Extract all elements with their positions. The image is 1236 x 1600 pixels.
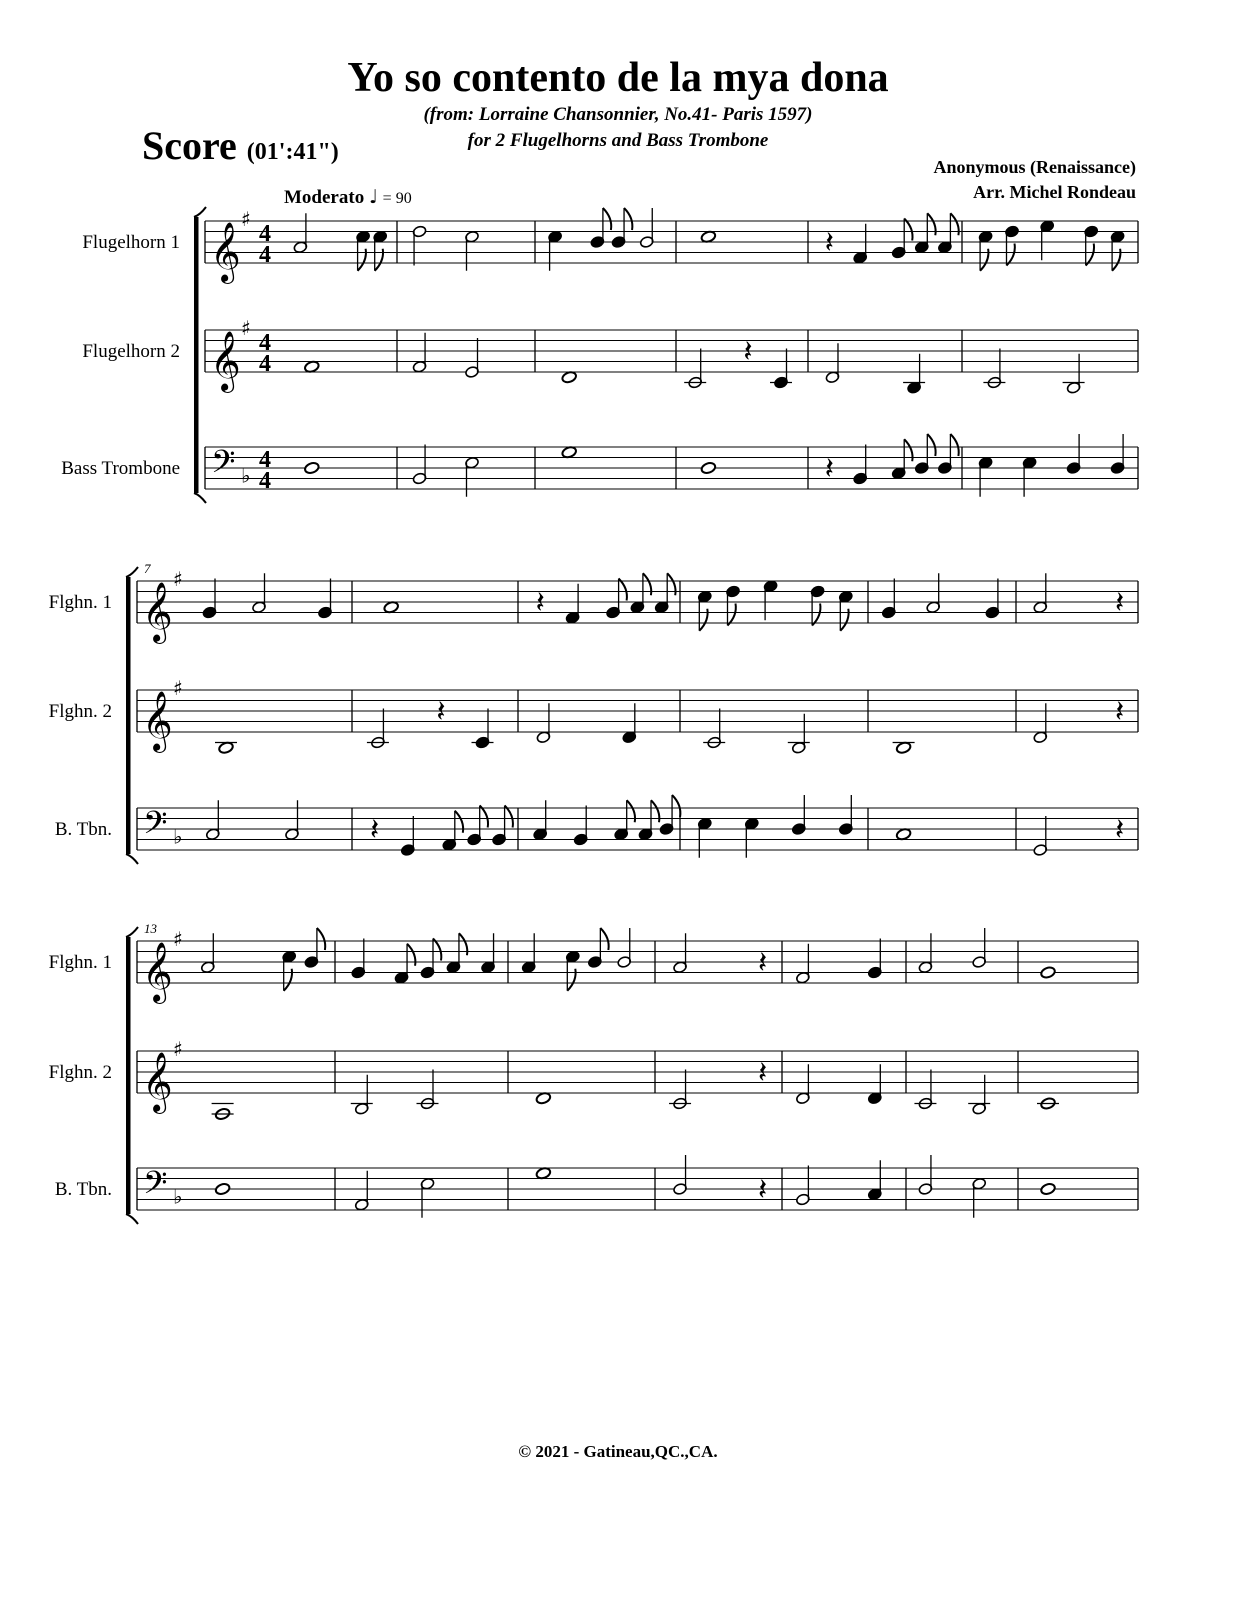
copyright-footer: © 2021 - Gatineau,QC.,CA. — [518, 1442, 718, 1461]
treble-clef-icon: 𝄞 — [142, 582, 173, 642]
bracket-hook-top — [126, 927, 138, 937]
system-bracket — [126, 937, 131, 1214]
tempo-text: Moderato — [284, 187, 365, 208]
instrument-label: Flghn. 1 — [48, 952, 112, 973]
note-notehead — [700, 230, 716, 243]
sharp-icon: ♯ — [241, 316, 251, 340]
treble-clef-icon: 𝄞 — [210, 222, 241, 282]
source-subtitle: (from: Lorraine Chansonnier, No.41- Paris 1597) — [423, 104, 813, 125]
arranger-credit: Arr. Michel Rondeau — [973, 182, 1136, 202]
instrumentation-subtitle: for 2 Flugelhorns and Bass Trombone — [467, 130, 769, 151]
flat-icon: ♭ — [173, 824, 183, 849]
note-flag — [480, 806, 488, 828]
note-rest: 𝄽 — [1115, 585, 1125, 621]
quarter-note-icon: ♩ — [368, 186, 378, 208]
instrument-label: Bass Trombone — [61, 458, 180, 479]
note-rest: 𝄽 — [535, 585, 545, 621]
bass-clef-icon: 𝄢 — [143, 1164, 168, 1209]
tempo-bpm: = 90 — [382, 190, 412, 207]
note-flag — [927, 434, 935, 456]
bracket-hook-bottom — [126, 854, 138, 864]
note-rest: 𝄽 — [1115, 694, 1125, 730]
instrument-label: Flugelhorn 2 — [82, 341, 180, 362]
note-notehead — [1040, 1182, 1056, 1195]
note-rest: 𝄽 — [824, 451, 834, 487]
note-flag — [904, 219, 912, 241]
instrument-label: Flugelhorn 1 — [82, 232, 180, 253]
measure-number: 13 — [144, 921, 157, 936]
sharp-icon: ♯ — [173, 567, 183, 591]
system-bracket — [126, 577, 131, 854]
instrument-label: B. Tbn. — [54, 1179, 112, 1200]
bracket-hook-bottom — [126, 1214, 138, 1224]
sharp-icon: ♯ — [241, 207, 251, 231]
note-rest: 𝄽 — [743, 334, 753, 370]
time-signature-numerator: 4 — [259, 330, 271, 356]
note-notehead — [561, 446, 577, 459]
sharp-icon: ♯ — [173, 927, 183, 951]
note-notehead — [304, 461, 320, 474]
composer-credit: Anonymous (Renaissance) — [933, 157, 1136, 177]
sharp-icon: ♯ — [173, 676, 183, 700]
note-flag — [672, 795, 680, 817]
instrument-label: Flghn. 2 — [48, 701, 112, 722]
instrument-label: B. Tbn. — [54, 819, 112, 840]
time-signature-denominator: 4 — [259, 351, 271, 377]
note-rest: 𝄽 — [758, 1172, 768, 1208]
instrument-label: Flghn. 2 — [48, 1062, 112, 1083]
note-flag — [1007, 244, 1015, 266]
note-notehead — [895, 828, 911, 841]
treble-clef-icon: 𝄞 — [142, 942, 173, 1002]
note-notehead — [535, 1167, 551, 1180]
note-rest: 𝄽 — [370, 812, 380, 848]
instrument-label: Flghn. 1 — [48, 592, 112, 613]
note-rest: 𝄽 — [436, 694, 446, 730]
note-notehead — [214, 1182, 230, 1195]
note-notehead — [1040, 966, 1056, 979]
bracket-hook-bottom — [194, 493, 206, 503]
time-signature-denominator: 4 — [259, 468, 271, 494]
score-word: Score — [142, 123, 237, 168]
note-notehead — [561, 371, 577, 384]
bass-clef-icon: 𝄢 — [211, 443, 236, 488]
measure-number: 7 — [144, 561, 151, 576]
note-rest: 𝄽 — [758, 945, 768, 981]
time-signature-numerator: 4 — [259, 447, 271, 473]
note-notehead — [535, 1092, 551, 1105]
sharp-icon: ♯ — [173, 1037, 183, 1061]
note-flag — [1086, 244, 1094, 266]
bracket-hook-top — [126, 567, 138, 577]
note-rest: 𝄽 — [824, 225, 834, 261]
system-bracket — [194, 217, 199, 493]
treble-clef-icon: 𝄞 — [142, 1052, 173, 1112]
note-notehead — [700, 461, 716, 474]
note-flag — [619, 579, 627, 601]
note-rest: 𝄽 — [1115, 812, 1125, 848]
note-notehead — [383, 601, 399, 614]
bracket-hook-top — [194, 207, 206, 217]
note-rest: 𝄽 — [758, 1055, 768, 1091]
note-flag — [600, 928, 608, 950]
time-signature-denominator: 4 — [259, 242, 271, 268]
note-flag — [317, 928, 325, 950]
note-flag — [505, 806, 513, 828]
treble-clef-icon: 𝄞 — [210, 331, 241, 391]
flat-icon: ♭ — [173, 1184, 183, 1209]
flat-icon: ♭ — [241, 463, 251, 488]
note-flag — [433, 939, 441, 961]
time-signature-numerator: 4 — [259, 221, 271, 247]
note-flag — [728, 604, 736, 626]
note-notehead — [304, 360, 320, 373]
bass-clef-icon: 𝄢 — [143, 804, 168, 849]
note-flag — [950, 434, 958, 456]
note-flag — [624, 208, 632, 230]
page-title: Yo so contento de la mya dona — [347, 55, 889, 101]
treble-clef-icon: 𝄞 — [142, 691, 173, 751]
duration: (01':41") — [246, 139, 339, 165]
note-flag — [812, 604, 820, 626]
note-flag — [603, 208, 611, 230]
